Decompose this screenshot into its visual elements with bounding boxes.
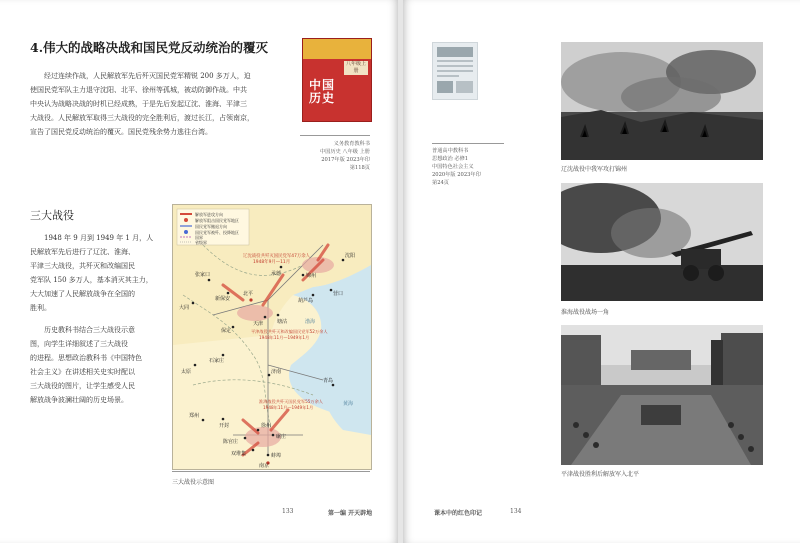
campaign-label: 1948年11月—1949年1月: [263, 405, 314, 410]
city-dot: [264, 316, 267, 319]
city-dot: [257, 429, 260, 432]
running-head: 第一编 开天辟地: [328, 510, 373, 517]
three-campaigns-map: [172, 204, 372, 470]
cover-grade-tag: 八年级上册: [345, 61, 366, 74]
city-dot: [252, 449, 255, 452]
body-line: 胜利。: [30, 304, 51, 312]
thumbnail-text-line: [437, 65, 473, 67]
caption-line: 第118页: [349, 165, 370, 171]
city-label: 张家口: [195, 272, 211, 278]
body-line: 平津三大战役，共歼灭和改编国民: [30, 262, 135, 270]
textbook-page-thumbnail: [432, 42, 478, 100]
city-dot: [332, 384, 335, 387]
caption-line: 2017年版 2023年印: [321, 157, 370, 163]
body-line: 1948 年 9 月到 1949 年 1 月，人: [44, 234, 154, 242]
sea-label: 渤海: [305, 319, 316, 325]
page-number: 133: [282, 508, 294, 515]
map-caption: 三大战役示意图: [172, 479, 215, 486]
city-dot: [192, 302, 195, 305]
city-label: 石家庄: [209, 358, 225, 364]
body-line: 的进程。思想政治教科书《中国特色: [30, 354, 142, 362]
city-label: 徐州: [261, 423, 272, 429]
campaign-label: 辽沈战役共歼灭国民党军47万余人: [243, 254, 311, 259]
city-label: 开封: [219, 423, 230, 429]
legend-item: 解放军阻击国民党军地区: [195, 218, 239, 223]
photo-beiping-parade: [561, 325, 763, 465]
photo-huaihai-battlefield: [561, 183, 763, 301]
campaign-label: 1948年9月—11月: [253, 260, 291, 265]
body-line: 社会主义》在讲述相关史实时配以: [30, 368, 135, 376]
city-label: 新保安: [215, 296, 231, 302]
intro-line: 经过连续作战，人民解放军先后歼灭国民党军精锐 200 多万人，迫: [44, 72, 251, 80]
city-dot: [244, 437, 247, 440]
city-label: 碾庄: [276, 434, 287, 440]
caption-line: 中国特色社会主义: [432, 164, 474, 170]
city-label: 塘沽: [277, 319, 288, 325]
photo-caption: 辽沈战役中我军攻打锦州: [561, 166, 628, 173]
city-dot: [249, 298, 252, 301]
city-label: 大同: [179, 305, 190, 311]
photo-caption: 平津战役胜利后解放军入北平: [561, 471, 640, 478]
city-dot: [342, 259, 345, 262]
city-label: 营口: [333, 291, 344, 297]
pingjin-area: [237, 305, 273, 321]
thumbnail-caption: [432, 147, 512, 187]
legend-item: 解放军进攻方向: [195, 212, 223, 217]
cover-title-line: 中国: [309, 78, 336, 92]
thumbnail-text-line: [437, 75, 459, 77]
map-svg: [173, 205, 371, 469]
page-number: 134: [510, 508, 522, 515]
section-title: 三大战役: [30, 209, 74, 222]
body-line: 历史教科书结合三大战役示意: [44, 326, 135, 334]
photo-jinzhou-battle: [561, 42, 763, 160]
city-dot: [208, 279, 211, 282]
city-dot: [222, 354, 225, 357]
city-label: 承德: [271, 271, 282, 277]
intro-line: 大战役。人民解放军取得三大战役的完全胜利后，渡过长江，占领南京，: [30, 114, 254, 122]
city-label: 双堆集: [231, 451, 247, 457]
legend-item: 国民党军被歼、投降地区: [195, 230, 239, 235]
city-dot: [330, 289, 333, 292]
caption-divider: [432, 143, 504, 144]
body-line: 民解放军先后进行了辽沈、淮海、: [30, 248, 135, 256]
sea-label: 黄海: [343, 401, 354, 407]
city-label: 蚌埠: [271, 453, 282, 459]
city-dot: [267, 454, 270, 457]
photo-svg: [561, 42, 763, 160]
legend-item: 国界: [195, 235, 203, 240]
city-label: 葫芦岛: [298, 298, 314, 304]
caption-divider: [172, 471, 370, 472]
city-label: 郑州: [189, 413, 200, 419]
city-label: 北平: [243, 291, 254, 297]
photo-caption: 淮海战役战场一角: [561, 309, 610, 316]
city-dot: [277, 314, 280, 317]
city-dot: [302, 274, 305, 277]
thumbnail-photo: [437, 81, 453, 93]
body-line: 解放战争波澜壮阔的历史场景。: [30, 396, 128, 404]
thumbnail-text-line: [437, 60, 473, 62]
intro-line: 中央认为战略决战的时机已经成熟，于是先后发起辽沈、淮海、平津三: [30, 100, 247, 108]
city-dot: [202, 419, 205, 422]
caption-line: 义务教育教科书: [333, 141, 370, 147]
textbook-cover-caption: [300, 140, 370, 172]
city-label: 天津: [253, 321, 264, 327]
city-dot: [227, 292, 230, 295]
left-page: [0, 0, 398, 543]
legend-swatch: [184, 218, 188, 222]
city-label: 济南: [271, 369, 282, 375]
campaign-label: 1948年11月—1949年1月: [259, 335, 310, 340]
intro-line: 宣告了国民党反动统治的覆灭。国民党残余势力逃往台湾。: [30, 128, 212, 136]
chapter-title: 4.伟大的战略决战和国民党反动统治的覆灭: [30, 40, 269, 55]
caption-line: 普通高中教科书: [432, 148, 469, 154]
city-dot: [280, 266, 283, 269]
legend-item: 国民党军撤退方向: [195, 224, 227, 229]
cover-title: [309, 79, 335, 105]
city-dot: [222, 418, 225, 421]
thumbnail-text-line: [437, 70, 473, 72]
caption-divider: [300, 135, 370, 136]
photo-svg: [561, 325, 763, 465]
cover-title-line: 历史: [309, 91, 336, 105]
body-line: 大大加速了人民解放战争在全国的: [30, 290, 135, 298]
city-label: 南京: [259, 463, 270, 469]
city-dot: [194, 364, 197, 367]
city-dot: [272, 434, 275, 437]
photo-svg: [561, 183, 763, 301]
city-dot: [268, 374, 271, 377]
intro-line: 使国民党军队主力退守沈阳、北平、徐州等孤城，被动防御作战。中共: [30, 86, 247, 94]
thumbnail-photo: [437, 47, 473, 57]
body-line: 党军队 150 多万人，基本消灭其主力，: [30, 276, 153, 284]
city-label: 保定: [221, 328, 232, 334]
textbook-cover-image: [302, 38, 372, 122]
caption-line: 2020年版 2023年印: [432, 172, 481, 178]
caption-line: 第24页: [432, 180, 449, 186]
city-dot: [312, 294, 315, 297]
campaign-label: 淮海战役共歼灭国民党军55万余人: [259, 399, 323, 404]
body-line: 图，向学生详细叙述了三大战役: [30, 340, 128, 348]
thumbnail-photo: [456, 81, 473, 93]
city-label: 陈官庄: [223, 439, 239, 445]
running-head: 课本中的红色印记: [434, 510, 483, 517]
sea-area: [323, 345, 371, 435]
legend-item: 省级界: [195, 240, 207, 245]
caption-line: 中国历史 八年级 上册: [320, 149, 370, 155]
campaign-label: 平津战役共歼灭和改编国民党军52万余人: [251, 329, 328, 334]
city-dot: [232, 326, 235, 329]
cover-band: [303, 39, 371, 59]
city-label: 太原: [181, 369, 192, 375]
city-label: 沈阳: [345, 253, 356, 259]
body-line: 三大战役的图片，让学生感受人民: [30, 382, 135, 390]
city-label: 锦州: [306, 273, 317, 279]
legend-swatch: [184, 230, 188, 234]
city-label: 青岛: [323, 378, 334, 384]
caption-line: 思想政治 必修1: [432, 156, 469, 162]
